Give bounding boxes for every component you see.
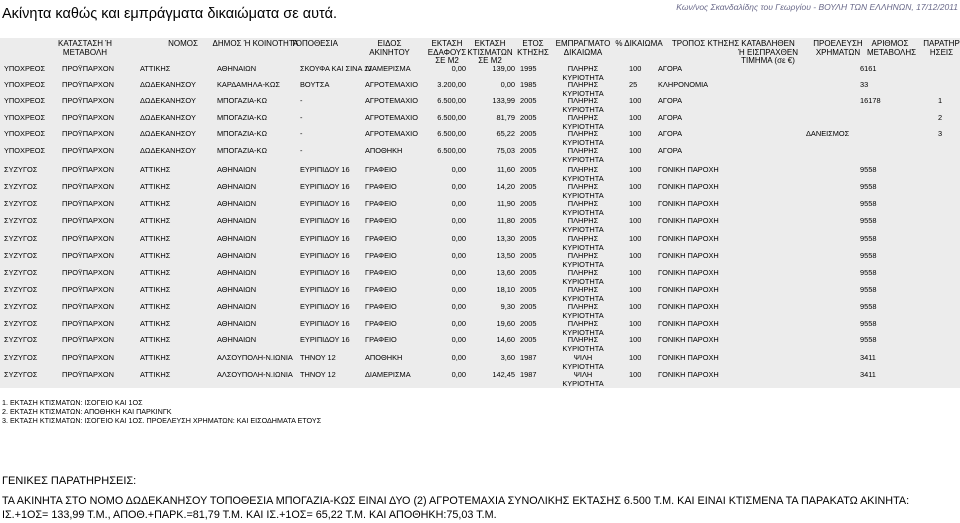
- cell-location: ΕΥΡΙΠΙΔΟΥ 16: [300, 319, 350, 328]
- cell-building: 11,90: [497, 199, 515, 208]
- cell-type: ΑΓΡΟΤΕΜΑΧΙΟ: [365, 80, 418, 89]
- cell-price: 9558: [860, 182, 877, 191]
- cell-pct: 100: [629, 165, 642, 174]
- cell-dimos: ΜΠΟΓΑΖΙΑ-ΚΩ: [217, 146, 267, 155]
- cell-pct: 25: [629, 80, 638, 89]
- cell-price: 9558: [860, 302, 877, 311]
- cell-right2: ΚΥΡΙΟΤΗΤΑ: [562, 362, 604, 371]
- cell-dimos: ΑΘΗΝΑΙΩΝ: [217, 302, 257, 311]
- cell-pct: 100: [629, 199, 642, 208]
- cell-building: 13,50: [496, 251, 515, 260]
- cell-type: ΓΡΑΦΕΙΟ: [365, 268, 397, 277]
- cell-nomos: ΔΩΔΕΚΑΝΗΣΟΥ: [140, 113, 196, 122]
- cell-year: 2005: [520, 302, 537, 311]
- cell-type: ΓΡΑΦΕΙΟ: [365, 302, 397, 311]
- cell-owner: ΥΠΟΧΡΕΟΣ: [4, 64, 46, 73]
- cell-pct: 100: [629, 96, 642, 105]
- cell-right2: ΚΥΡΙΟΤΗΤΑ: [562, 311, 604, 320]
- cell-dimos: ΜΠΟΓΑΖΙΑ-ΚΩ: [217, 129, 267, 138]
- cell-type: ΑΠΟΘΗΚΗ: [365, 146, 403, 155]
- cell-nomos: ΔΩΔΕΚΑΝΗΣΟΥ: [140, 96, 196, 105]
- column-header: ΕΜΠΡΑΓΜΑΤΟ ΔΙΚΑΙΩΜΑ: [555, 39, 611, 57]
- cell-mode: ΓΟΝΙΚΗ ΠΑΡΟΧΗ: [658, 268, 719, 277]
- cell-land: 0,00: [451, 182, 466, 191]
- cell-price: 6161: [860, 64, 877, 73]
- cell-type: ΑΠΟΘΗΚΗ: [365, 353, 403, 362]
- cell-type: ΓΡΑΦΕΙΟ: [365, 285, 397, 294]
- cell-pct: 100: [629, 234, 642, 243]
- cell-type: ΔΙΑΜΕΡΙΣΜΑ: [365, 64, 411, 73]
- cell-year: 1987: [520, 370, 537, 379]
- cell-type: ΔΙΑΜΕΡΙΣΜΑ: [365, 370, 411, 379]
- cell-mode: ΓΟΝΙΚΗ ΠΑΡΟΧΗ: [658, 285, 719, 294]
- cell-land: 0,00: [451, 370, 466, 379]
- column-header: ΔΗΜΟΣ Ή ΚΟΙΝΟΤΗΤΑ: [212, 39, 299, 48]
- page-title: Ακίνητα καθώς και εμπράγματα δικαιώματα σε αυτά.: [2, 6, 337, 22]
- cell-owner: ΣΥΖΥΓΟΣ: [4, 268, 38, 277]
- cell-state: ΠΡΟΫΠΑΡΧΟΝ: [62, 64, 114, 73]
- cell-owner: ΣΥΖΥΓΟΣ: [4, 319, 38, 328]
- cell-dimos: ΑΘΗΝΑΙΩΝ: [217, 165, 257, 174]
- cell-price: 3411: [860, 353, 876, 362]
- remarks-heading: ΓΕΝΙΚΕΣ ΠΑΡΑΤΗΡΗΣΕΙΣ:: [2, 475, 137, 487]
- column-header: ΝΟΜΟΣ: [168, 39, 198, 48]
- cell-state: ΠΡΟΫΠΑΡΧΟΝ: [62, 216, 114, 225]
- cell-location: ΕΥΡΙΠΙΔΟΥ 16: [300, 302, 350, 311]
- cell-land: 6.500,00: [437, 113, 466, 122]
- cell-owner: ΣΥΖΥΓΟΣ: [4, 285, 38, 294]
- cell-land: 0,00: [451, 335, 466, 344]
- cell-owner: ΥΠΟΧΡΕΟΣ: [4, 129, 46, 138]
- cell-right2: ΚΥΡΙΟΤΗΤΑ: [562, 155, 604, 164]
- cell-nomos: ΑΤΤΙΚΗΣ: [140, 251, 171, 260]
- remarks-text: ΤΑ ΑΚΙΝΗΤΑ ΣΤΟ ΝΟΜΟ ΔΩΔΕΚΑΝΗΣΟΥ ΤΟΠΟΘΕΣΙΑ ΜΠΟΓΑΖΙΑ-ΚΩΣ ΕΙΝΑΙ ΔΥΟ (2) ΑΓΡΟΤΕΜΑΧΙΑ ΣΥΝΟΛΙΚΗΣ ΕΚΤΑΣΗΣ 6.500 Τ.Μ. ΚΑΙ ΕΙΝΑΙ ΚΤΙΣΜΕΝΑ ΤΑ ΠΑΡΑΚΑΤΩ ΑΚΙΝΗΤΑ: ΙΣ.+1ΟΣ= 133,99 Τ.Μ., ΑΠΟΘ.+ΠΑΡΚ.=81,79 Τ.Μ. ΚΑΙ ΙΣ.+1ΟΣ= 65,22 Τ.Μ. ΚΑΙ ΑΠΟΘΗΚΗ:75,03 Τ.Μ.: [2, 495, 910, 521]
- cell-owner: ΣΥΖΥΓΟΣ: [4, 353, 38, 362]
- cell-dimos: ΑΘΗΝΑΙΩΝ: [217, 64, 257, 73]
- cell-state: ΠΡΟΫΠΑΡΧΟΝ: [62, 234, 114, 243]
- cell-notes: 1: [938, 96, 943, 105]
- cell-type: ΑΓΡΟΤΕΜΑΧΙΟ: [365, 96, 418, 105]
- cell-mode: ΓΟΝΙΚΗ ΠΑΡΟΧΗ: [658, 165, 719, 174]
- cell-state: ΠΡΟΫΠΑΡΧΟΝ: [62, 96, 114, 105]
- cell-right: ΠΛΗΡΗΣ: [567, 234, 599, 243]
- cell-type: ΓΡΑΦΕΙΟ: [365, 199, 397, 208]
- cell-year: 2005: [520, 251, 537, 260]
- cell-type: ΓΡΑΦΕΙΟ: [365, 335, 397, 344]
- cell-nomos: ΑΤΤΙΚΗΣ: [140, 353, 171, 362]
- cell-land: 0,00: [451, 251, 466, 260]
- cell-right: ΠΛΗΡΗΣ: [567, 146, 599, 155]
- cell-dimos: ΑΘΗΝΑΙΩΝ: [217, 216, 257, 225]
- cell-land: 6.500,00: [437, 146, 466, 155]
- cell-right: ΠΛΗΡΗΣ: [567, 64, 599, 73]
- footnote-2: 2. ΕΚΤΑΣΗ ΚΤΙΣΜΑΤΩΝ: ΑΠΟΘΗΚΗ ΚΑΙ ΠΑΡΚΙΝΓΚ: [2, 407, 172, 416]
- cell-location: ΕΥΡΙΠΙΔΟΥ 16: [300, 335, 350, 344]
- cell-type: ΓΡΑΦΕΙΟ: [365, 319, 397, 328]
- cell-right: ΠΛΗΡΗΣ: [567, 182, 599, 191]
- cell-mode: ΓΟΝΙΚΗ ΠΑΡΟΧΗ: [658, 370, 719, 379]
- cell-right: ΠΛΗΡΗΣ: [567, 129, 599, 138]
- cell-location: -: [300, 113, 303, 122]
- column-header: ΕΤΟΣ ΚΤΗΣΗΣ: [517, 39, 549, 57]
- cell-state: ΠΡΟΫΠΑΡΧΟΝ: [62, 335, 114, 344]
- cell-nomos: ΔΩΔΕΚΑΝΗΣΟΥ: [140, 146, 196, 155]
- cell-nomos: ΑΤΤΙΚΗΣ: [140, 335, 171, 344]
- cell-nomos: ΑΤΤΙΚΗΣ: [140, 370, 171, 379]
- cell-land: 0,00: [451, 64, 466, 73]
- cell-location: ΕΥΡΙΠΙΔΟΥ 16: [300, 182, 350, 191]
- cell-right: ΠΛΗΡΗΣ: [567, 268, 599, 277]
- cell-building: 13,60: [496, 268, 515, 277]
- cell-right2: ΚΥΡΙΟΤΗΤΑ: [562, 260, 604, 269]
- column-header: ΤΡΟΠΟΣ ΚΤΗΣΗΣ: [671, 39, 740, 48]
- cell-nomos: ΑΤΤΙΚΗΣ: [140, 165, 171, 174]
- cell-price: 9558: [860, 335, 877, 344]
- cell-year: 2005: [520, 165, 537, 174]
- cell-location: ΕΥΡΙΠΙΔΟΥ 16: [300, 165, 350, 174]
- cell-building: 142,45: [492, 370, 515, 379]
- cell-land: 0,00: [451, 353, 466, 362]
- cell-year: 2005: [520, 96, 537, 105]
- cell-land: 3.200,00: [437, 80, 466, 89]
- cell-type: ΓΡΑΦΕΙΟ: [365, 165, 397, 174]
- cell-building: 19,60: [496, 319, 515, 328]
- cell-right: ΨΙΛΗ: [573, 370, 593, 379]
- cell-right: ΠΛΗΡΗΣ: [567, 285, 599, 294]
- cell-land: 0,00: [451, 319, 466, 328]
- cell-state: ΠΡΟΫΠΑΡΧΟΝ: [62, 80, 114, 89]
- cell-year: 2005: [520, 182, 537, 191]
- cell-dimos: ΑΘΗΝΑΙΩΝ: [217, 251, 257, 260]
- cell-right2: ΚΥΡΙΟΤΗΤΑ: [562, 344, 604, 353]
- cell-land: 0,00: [451, 234, 466, 243]
- cell-type: ΓΡΑΦΕΙΟ: [365, 216, 397, 225]
- cell-state: ΠΡΟΫΠΑΡΧΟΝ: [62, 129, 114, 138]
- cell-dimos: ΑΘΗΝΑΙΩΝ: [217, 335, 257, 344]
- cell-pct: 100: [629, 285, 642, 294]
- cell-right: ΠΛΗΡΗΣ: [567, 96, 599, 105]
- cell-owner: ΣΥΖΥΓΟΣ: [4, 165, 38, 174]
- cell-dimos: ΑΘΗΝΑΙΩΝ: [217, 182, 257, 191]
- cell-year: 1985: [520, 80, 537, 89]
- cell-dimos: ΜΠΟΓΑΖΙΑ-ΚΩ: [217, 96, 267, 105]
- cell-pct: 100: [629, 146, 642, 155]
- cell-land: 0,00: [451, 268, 466, 277]
- cell-state: ΠΡΟΫΠΑΡΧΟΝ: [62, 319, 114, 328]
- cell-owner: ΥΠΟΧΡΕΟΣ: [4, 96, 46, 105]
- cell-mode: ΓΟΝΙΚΗ ΠΑΡΟΧΗ: [658, 319, 719, 328]
- cell-mode: ΓΟΝΙΚΗ ΠΑΡΟΧΗ: [658, 216, 719, 225]
- cell-price: 9558: [860, 319, 877, 328]
- cell-location: ΣΚΟΥΦΑ ΚΑΙ ΣΙΝΑ 17: [300, 64, 373, 73]
- cell-right2: ΚΥΡΙΟΤΗΤΑ: [562, 73, 604, 82]
- cell-building: 3,60: [500, 353, 515, 362]
- cell-state: ΠΡΟΫΠΑΡΧΟΝ: [62, 146, 114, 155]
- cell-location: ΒΟΥΤΣΑ: [300, 80, 330, 89]
- cell-price: 9558: [860, 199, 877, 208]
- cell-mode: ΓΟΝΙΚΗ ΠΑΡΟΧΗ: [658, 182, 719, 191]
- cell-building: 81,79: [496, 113, 515, 122]
- cell-mode: ΚΛΗΡΟΝΟΜΙΑ: [658, 80, 709, 89]
- cell-pct: 100: [629, 182, 642, 191]
- footnote-1: 1. ΕΚΤΑΣΗ ΚΤΙΣΜΑΤΩΝ: ΙΣΟΓΕΙΟ ΚΑΙ 1ΟΣ: [2, 398, 143, 407]
- cell-building: 11,60: [497, 165, 515, 174]
- cell-land: 0,00: [451, 216, 466, 225]
- cell-year: 1987: [520, 353, 537, 362]
- cell-pct: 100: [629, 129, 642, 138]
- column-header: ΕΙΔΟΣ ΑΚΙΝΗΤΟΥ: [369, 39, 410, 57]
- cell-building: 75,03: [496, 146, 515, 155]
- document-meta: Κων/νος Σκανδαλίδης του Γεωργίου - ΒΟΥΛΗ ΤΩΝ ΕΛΛΗΝΩΝ, 17/12/2011: [676, 2, 958, 12]
- column-header: ΕΚΤΑΣΗ ΚΤΙΣΜΑΤΩΝ ΣΕ Μ2: [467, 39, 513, 66]
- cell-year: 2005: [520, 319, 537, 328]
- cell-mode: ΑΓΟΡΑ: [658, 64, 683, 73]
- cell-right: ΠΛΗΡΗΣ: [567, 199, 599, 208]
- cell-right: ΠΛΗΡΗΣ: [567, 165, 599, 174]
- cell-land: 0,00: [451, 199, 466, 208]
- cell-right2: ΚΥΡΙΟΤΗΤΑ: [562, 138, 604, 147]
- cell-year: 2005: [520, 113, 537, 122]
- cell-right: ΨΙΛΗ: [573, 353, 593, 362]
- cell-right: ΠΛΗΡΗΣ: [567, 335, 599, 344]
- cell-dimos: ΑΘΗΝΑΙΩΝ: [217, 285, 257, 294]
- cell-location: ΕΥΡΙΠΙΔΟΥ 16: [300, 268, 350, 277]
- cell-pct: 100: [629, 268, 642, 277]
- cell-owner: ΣΥΖΥΓΟΣ: [4, 216, 38, 225]
- cell-state: ΠΡΟΫΠΑΡΧΟΝ: [62, 251, 114, 260]
- cell-price: 9558: [860, 251, 877, 260]
- cell-price: 9558: [860, 234, 877, 243]
- cell-owner: ΣΥΖΥΓΟΣ: [4, 251, 38, 260]
- cell-price: 9558: [860, 165, 877, 174]
- column-header: % ΔΙΚΑΙΩΜΑ: [615, 39, 663, 48]
- cell-right2: ΚΥΡΙΟΤΗΤΑ: [562, 225, 604, 234]
- cell-nomos: ΑΤΤΙΚΗΣ: [140, 268, 171, 277]
- cell-right2: ΚΥΡΙΟΤΗΤΑ: [562, 174, 604, 183]
- cell-type: ΑΓΡΟΤΕΜΑΧΙΟ: [365, 113, 418, 122]
- cell-right2: ΚΥΡΙΟΤΗΤΑ: [562, 191, 604, 200]
- cell-right: ΠΛΗΡΗΣ: [567, 251, 599, 260]
- cell-owner: ΣΥΖΥΓΟΣ: [4, 302, 38, 311]
- cell-right2: ΚΥΡΙΟΤΗΤΑ: [562, 328, 604, 337]
- column-header: ΚΑΤΑΒΛΗΘΕΝ Ή ΕΙΣΠΡΑΧΘΕΝ ΤΙΜΗΜΑ (σε €): [738, 39, 798, 66]
- cell-owner: ΥΠΟΧΡΕΟΣ: [4, 146, 46, 155]
- cell-building: 0,00: [500, 80, 515, 89]
- cell-land: 6.500,00: [437, 129, 466, 138]
- cell-mode: ΓΟΝΙΚΗ ΠΑΡΟΧΗ: [658, 199, 719, 208]
- cell-state: ΠΡΟΫΠΑΡΧΟΝ: [62, 302, 114, 311]
- cell-state: ΠΡΟΫΠΑΡΧΟΝ: [62, 182, 114, 191]
- cell-notes: 3: [938, 129, 943, 138]
- cell-location: ΤΗΝΟΥ 12: [300, 353, 336, 362]
- cell-location: -: [300, 146, 303, 155]
- cell-building: 18,10: [496, 285, 515, 294]
- cell-year: 2005: [520, 285, 537, 294]
- cell-nomos: ΑΤΤΙΚΗΣ: [140, 64, 171, 73]
- cell-location: -: [300, 129, 303, 138]
- cell-nomos: ΑΤΤΙΚΗΣ: [140, 199, 171, 208]
- cell-location: ΕΥΡΙΠΙΔΟΥ 16: [300, 199, 350, 208]
- cell-dimos: ΚΑΡΔΑΜΗΛΑ-ΚΩΣ: [217, 80, 280, 89]
- cell-price: 9558: [860, 285, 877, 294]
- cell-right2: ΚΥΡΙΟΤΗΤΑ: [562, 277, 604, 286]
- cell-year: 2005: [520, 216, 537, 225]
- cell-building: 11,80: [497, 216, 515, 225]
- cell-state: ΠΡΟΫΠΑΡΧΟΝ: [62, 353, 114, 362]
- cell-state: ΠΡΟΫΠΑΡΧΟΝ: [62, 165, 114, 174]
- cell-building: 133,99: [492, 96, 515, 105]
- cell-source: ΔΑΝΕΙΣΜΟΣ: [806, 129, 850, 138]
- cell-owner: ΣΥΖΥΓΟΣ: [4, 370, 38, 379]
- cell-price: 9558: [860, 216, 877, 225]
- cell-price: 9558: [860, 268, 877, 277]
- cell-mode: ΓΟΝΙΚΗ ΠΑΡΟΧΗ: [658, 302, 719, 311]
- cell-dimos: ΑΘΗΝΑΙΩΝ: [217, 199, 257, 208]
- table-row: [0, 217, 960, 235]
- column-header: ΚΑΤΑΣΤΑΣΗ Ή ΜΕΤΑΒΟΛΗ: [58, 39, 112, 57]
- cell-building: 14,60: [496, 335, 515, 344]
- cell-right: ΠΛΗΡΗΣ: [567, 216, 599, 225]
- cell-pct: 100: [629, 113, 642, 122]
- cell-building: 14,20: [496, 182, 515, 191]
- cell-land: 0,00: [451, 165, 466, 174]
- cell-right2: ΚΥΡΙΟΤΗΤΑ: [562, 122, 604, 131]
- cell-year: 2005: [520, 234, 537, 243]
- cell-nomos: ΑΤΤΙΚΗΣ: [140, 285, 171, 294]
- column-header: ΤΟΠΟΘΕΣΙΑ: [290, 39, 339, 48]
- cell-year: 2005: [520, 268, 537, 277]
- cell-mode: ΓΟΝΙΚΗ ΠΑΡΟΧΗ: [658, 335, 719, 344]
- cell-state: ΠΡΟΫΠΑΡΧΟΝ: [62, 268, 114, 277]
- cell-state: ΠΡΟΫΠΑΡΧΟΝ: [62, 113, 114, 122]
- cell-location: ΕΥΡΙΠΙΔΟΥ 16: [300, 216, 350, 225]
- cell-year: 2005: [520, 199, 537, 208]
- cell-dimos: ΑΛΣΟΥΠΟΛΗ-Ν.ΙΩΝΙΑ: [217, 353, 293, 362]
- table-row: [0, 336, 960, 354]
- cell-type: ΓΡΑΦΕΙΟ: [365, 234, 397, 243]
- cell-dimos: ΑΘΗΝΑΙΩΝ: [217, 268, 257, 277]
- cell-location: ΕΥΡΙΠΙΔΟΥ 16: [300, 251, 350, 260]
- cell-year: 2005: [520, 129, 537, 138]
- cell-nomos: ΑΤΤΙΚΗΣ: [140, 182, 171, 191]
- footnote-3: 3. ΕΚΤΑΣΗ ΚΤΙΣΜΑΤΩΝ: ΙΣΟΓΕΙΟ ΚΑΙ 1ΟΣ. ΠΡΟΕΛΕΥΣΗ ΧΡΗΜΑΤΩΝ: ΚΑΙ ΕΙΣΟΔΗΜΑΤΑ ΕΤΟΥΣ: [2, 416, 322, 425]
- cell-right2: ΚΥΡΙΟΤΗΤΑ: [562, 89, 604, 98]
- cell-right: ΠΛΗΡΗΣ: [567, 319, 599, 328]
- cell-price: 3411: [860, 370, 876, 379]
- cell-type: ΓΡΑΦΕΙΟ: [365, 251, 397, 260]
- cell-state: ΠΡΟΫΠΑΡΧΟΝ: [62, 285, 114, 294]
- cell-land: 6.500,00: [437, 96, 466, 105]
- cell-owner: ΣΥΖΥΓΟΣ: [4, 335, 38, 344]
- table-row: [0, 147, 960, 165]
- cell-nomos: ΔΩΔΕΚΑΝΗΣΟΥ: [140, 129, 196, 138]
- cell-right: ΠΛΗΡΗΣ: [567, 80, 599, 89]
- cell-location: ΕΥΡΙΠΙΔΟΥ 16: [300, 234, 350, 243]
- cell-dimos: ΜΠΟΓΑΖΙΑ-ΚΩ: [217, 113, 267, 122]
- cell-pct: 100: [629, 335, 642, 344]
- cell-type: ΑΓΡΟΤΕΜΑΧΙΟ: [365, 129, 418, 138]
- cell-mode: ΑΓΟΡΑ: [658, 113, 683, 122]
- column-header: ΠΡΟΕΛΕΥΣΗ ΧΡΗΜΑΤΩΝ: [813, 39, 863, 57]
- cell-owner: ΣΥΖΥΓΟΣ: [4, 199, 38, 208]
- cell-right2: ΚΥΡΙΟΤΗΤΑ: [562, 379, 604, 388]
- cell-right: ΠΛΗΡΗΣ: [567, 113, 599, 122]
- cell-year: 1995: [520, 64, 537, 73]
- cell-land: 0,00: [451, 302, 466, 311]
- cell-year: 2005: [520, 146, 537, 155]
- cell-mode: ΑΓΟΡΑ: [658, 146, 683, 155]
- cell-location: ΤΗΝΟΥ 12: [300, 370, 336, 379]
- cell-mode: ΓΟΝΙΚΗ ΠΑΡΟΧΗ: [658, 353, 719, 362]
- cell-pct: 100: [629, 216, 642, 225]
- cell-mode: ΓΟΝΙΚΗ ΠΑΡΟΧΗ: [658, 234, 719, 243]
- cell-pct: 100: [629, 302, 642, 311]
- cell-dimos: ΑΛΣΟΥΠΟΛΗ-Ν.ΙΩΝΙΑ: [217, 370, 293, 379]
- column-header: ΠΑΡΑΤΗΡ ΗΣΕΙΣ: [923, 39, 960, 57]
- column-header: ΑΡΙΘΜΟΣ ΜΕΤΑΒΟΛΗΣ: [867, 39, 917, 57]
- cell-building: 13,30: [496, 234, 515, 243]
- cell-location: -: [300, 96, 303, 105]
- cell-pct: 100: [629, 370, 642, 379]
- cell-mode: ΑΓΟΡΑ: [658, 96, 683, 105]
- cell-nomos: ΑΤΤΙΚΗΣ: [140, 216, 171, 225]
- cell-building: 139,00: [492, 64, 515, 73]
- cell-land: 0,00: [451, 285, 466, 294]
- cell-building: 9,30: [500, 302, 515, 311]
- cell-nomos: ΑΤΤΙΚΗΣ: [140, 319, 171, 328]
- cell-price: 16178: [860, 96, 881, 105]
- cell-state: ΠΡΟΫΠΑΡΧΟΝ: [62, 199, 114, 208]
- cell-pct: 100: [629, 353, 642, 362]
- cell-right: ΠΛΗΡΗΣ: [567, 302, 599, 311]
- cell-pct: 100: [629, 319, 642, 328]
- cell-building: 65,22: [496, 129, 515, 138]
- cell-nomos: ΑΤΤΙΚΗΣ: [140, 302, 171, 311]
- table-row: [0, 371, 960, 389]
- cell-state: ΠΡΟΫΠΑΡΧΟΝ: [62, 370, 114, 379]
- cell-right2: ΚΥΡΙΟΤΗΤΑ: [562, 294, 604, 303]
- cell-location: ΕΥΡΙΠΙΔΟΥ 16: [300, 285, 350, 294]
- cell-right2: ΚΥΡΙΟΤΗΤΑ: [562, 208, 604, 217]
- cell-owner: ΥΠΟΧΡΕΟΣ: [4, 80, 46, 89]
- cell-pct: 100: [629, 251, 642, 260]
- cell-mode: ΑΓΟΡΑ: [658, 129, 683, 138]
- cell-notes: 2: [938, 113, 943, 122]
- cell-nomos: ΑΤΤΙΚΗΣ: [140, 234, 171, 243]
- cell-nomos: ΔΩΔΕΚΑΝΗΣΟΥ: [140, 80, 196, 89]
- cell-pct: 100: [629, 64, 642, 73]
- cell-dimos: ΑΘΗΝΑΙΩΝ: [217, 234, 257, 243]
- cell-type: ΓΡΑΦΕΙΟ: [365, 182, 397, 191]
- cell-right2: ΚΥΡΙΟΤΗΤΑ: [562, 105, 604, 114]
- cell-owner: ΥΠΟΧΡΕΟΣ: [4, 113, 46, 122]
- cell-dimos: ΑΘΗΝΑΙΩΝ: [217, 319, 257, 328]
- cell-mode: ΓΟΝΙΚΗ ΠΑΡΟΧΗ: [658, 251, 719, 260]
- cell-owner: ΣΥΖΥΓΟΣ: [4, 234, 38, 243]
- cell-year: 2005: [520, 335, 537, 344]
- cell-owner: ΣΥΖΥΓΟΣ: [4, 182, 38, 191]
- cell-price: 33: [860, 80, 869, 89]
- column-header: ΕΚΤΑΣΗ ΕΔΑΦΟΥΣ ΣΕ Μ2: [427, 39, 467, 66]
- cell-right2: ΚΥΡΙΟΤΗΤΑ: [562, 243, 604, 252]
